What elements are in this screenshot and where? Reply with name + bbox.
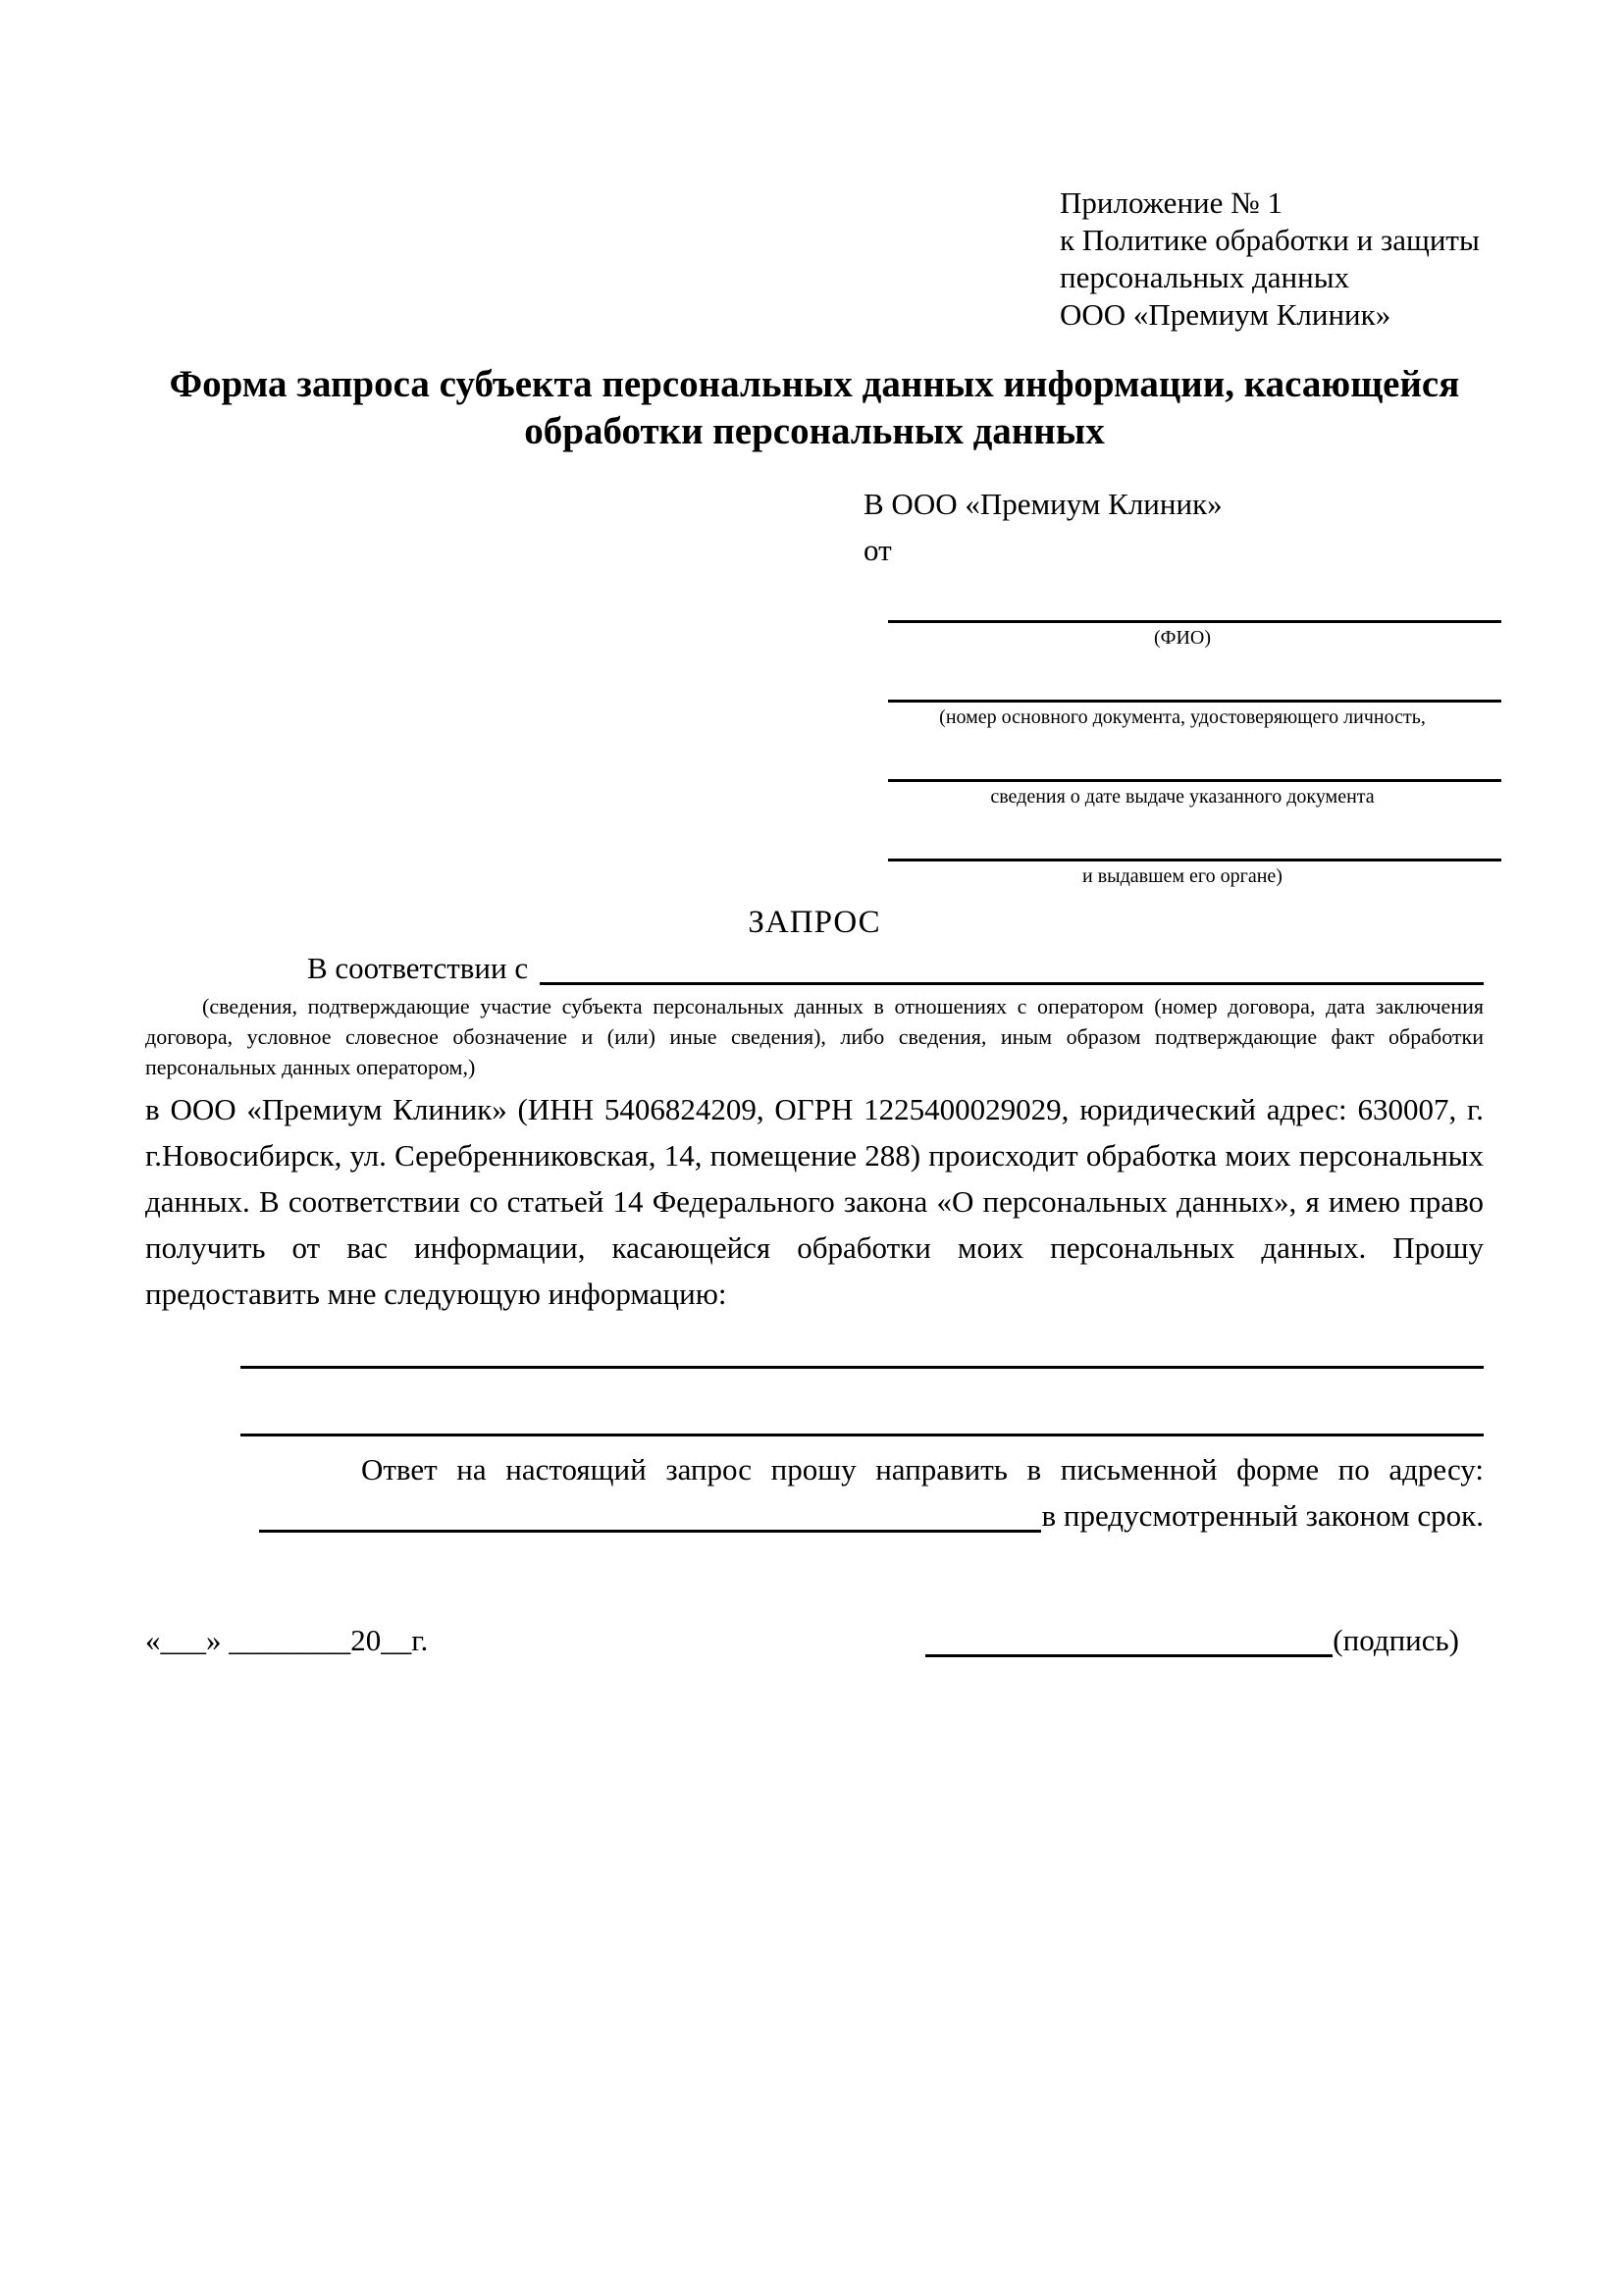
response-suffix: в предусмотренный законом срок.: [1041, 1498, 1484, 1533]
appendix-line: Приложение № 1: [1060, 185, 1283, 220]
address-fill-in-line[interactable]: [259, 1492, 1041, 1533]
signature-caption: (подпись): [1333, 1623, 1459, 1657]
signature-fill-in-line[interactable]: [925, 1654, 1333, 1657]
request-body-paragraph: в ООО «Премиум Клиник» (ИНН 5406824209, ОГРН 1225400029029, юридический адрес: 630007, г. г.Новосибирск, ул. Серебренниковская, 14, помещение 288) происходит обработка моих персональных данных. В соответствии со статьей 14 Федерального закона «О персональных данных», я имею право получить от вас информации, касающейся обработки моих персональных данных. Прошу предоставить мне следующую информацию:: [145, 1092, 1484, 1311]
accordance-fill-in-line[interactable]: [540, 946, 1484, 985]
appendix-line: персональных данных: [1060, 260, 1350, 294]
document-number-fill-in-line[interactable]: [888, 652, 1501, 703]
issue-date-caption: сведения о дате выдаче указанного документа: [990, 786, 1375, 808]
document-title: Форма запроса субъекта персональных данных информации, касающейся обработки персональных данных: [169, 363, 1460, 452]
date-fill-in-line[interactable]: «___» ________20__г.: [145, 1623, 429, 1657]
accordance-lead: В соответствии с: [307, 951, 529, 985]
fio-fill-in-line[interactable]: [888, 573, 1501, 623]
issuing-authority-caption: и выдавшем его органе): [1082, 865, 1283, 887]
response-instruction: Ответ на настоящий запрос прошу направить в письменной форме по адресу:: [361, 1452, 1484, 1487]
fio-caption: (ФИО): [1153, 627, 1211, 649]
issue-date-fill-in-line[interactable]: [888, 732, 1501, 782]
information-fill-in-line[interactable]: [240, 1366, 1484, 1369]
appendix-header: [1060, 184, 1484, 334]
information-fill-in-line[interactable]: [240, 1434, 1484, 1436]
request-heading: ЗАПРОС: [748, 905, 881, 940]
issuing-authority-fill-in-line[interactable]: [888, 811, 1501, 861]
response-address-row: [259, 1492, 1484, 1539]
fio-field: [864, 573, 1501, 652]
document-number-field: [864, 652, 1501, 732]
addressee-block: [864, 481, 1501, 891]
appendix-line: ООО «Премиум Клиник»: [1060, 297, 1391, 332]
issue-date-field: [864, 732, 1501, 811]
addressee-from-label: от: [864, 533, 892, 567]
signature-block: [925, 1617, 1459, 1663]
appendix-line: к Политике обработки и защиты: [1060, 223, 1480, 257]
addressee-to: В ООО «Премиум Клиник»: [864, 487, 1223, 521]
issuing-authority-field: [864, 811, 1501, 891]
footer-row: [145, 1617, 1484, 1663]
document-number-caption: (номер основного документа, удостоверяющего личность,: [939, 706, 1426, 728]
accordance-note: (сведения, подтверждающие участие субъекта персональных данных в отношениях с оператором (номер договора, дата заключения договора, условное словесное обозначение и (или) иные сведения), либо сведения, иным образом подтверждающие факт обработки персональных данных оператором,): [145, 994, 1484, 1079]
accordance-line: [145, 946, 1484, 991]
